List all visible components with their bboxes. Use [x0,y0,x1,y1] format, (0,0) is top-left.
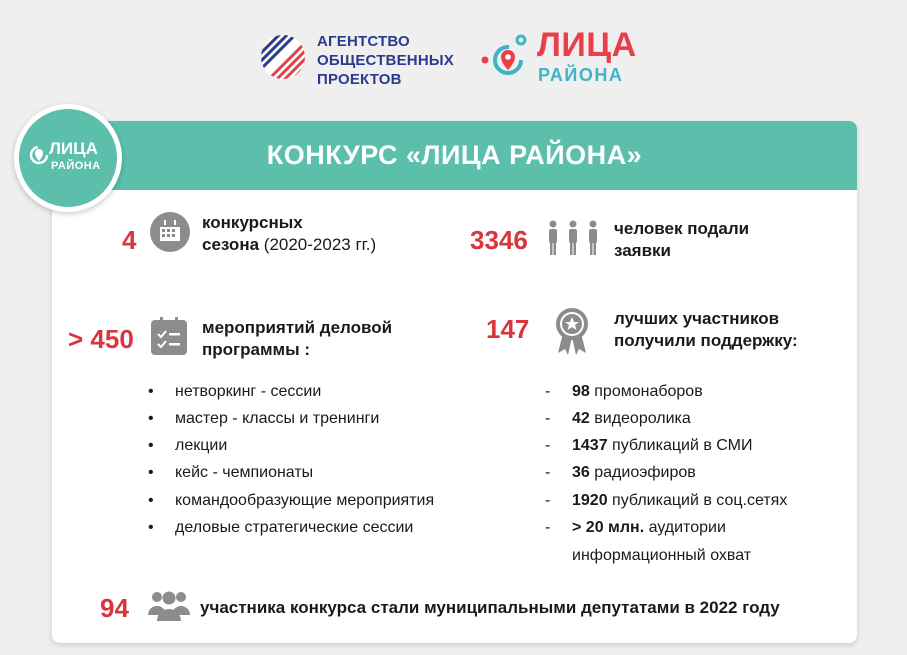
list-item: - > 20 млн. аудитории [545,519,726,536]
events-number: > 450 [68,324,134,354]
contest-card [52,121,857,643]
seasons-number: 4 [122,225,137,255]
winners-number: 147 [486,314,530,344]
list-item: - 1920 публикаций в соц.сетях [545,492,788,509]
checklist-icon [151,317,187,355]
list-item: • нетворкинг - сессии [148,383,322,400]
deputies-number: 94 [100,593,129,623]
seasons-label: конкурсных сезона (2020-2023 гг.) [202,213,377,254]
deputies-label: участника конкурса стали муниципальными депутатами в 2022 году [200,598,780,617]
location-pin-logo-icon [478,30,530,82]
card-title: КОНКУРС «ЛИЦА РАЙОНА» [266,140,643,170]
badge-subtitle: РАЙОНА [51,160,101,172]
location-pin-icon [27,143,51,167]
brand-subtitle: РАЙОНА [538,65,624,85]
list-item: - 36 радиоэфиров [545,464,696,481]
list-item: - 42 видеоролика [545,410,691,427]
list-item: • лекции [148,437,228,454]
applicants-number: 3346 [470,225,528,255]
badge-title: ЛИЦА [49,139,98,158]
list-item: • кейс - чемпионаты [148,464,314,481]
applicants-label: человек подали заявки [614,219,750,260]
agency-logo-icon [260,34,306,80]
events-label: мероприятий деловой программы : [202,318,393,359]
winners-label: лучших участников получили поддержку: [614,309,798,350]
award-ribbon-icon [552,307,592,355]
brand-badge [14,104,122,212]
agency-name: АГЕНТСТВО ОБЩЕСТВЕННЫХ ПРОЕКТОВ [317,33,454,88]
people-icon [545,220,601,256]
brand-title: ЛИЦА [537,26,637,64]
list-item-continuation: информационный охват [572,547,752,564]
list-item: - 1437 публикаций в СМИ [545,437,753,454]
list-item: - 98 промонаборов [545,383,703,400]
list-item: • мастер - классы и тренинги [148,410,380,427]
calendar-icon [149,211,191,253]
list-item: • деловые стратегические сессии [148,519,414,536]
group-icon [148,587,190,623]
list-item: • командообразующие мероприятия [148,492,435,509]
